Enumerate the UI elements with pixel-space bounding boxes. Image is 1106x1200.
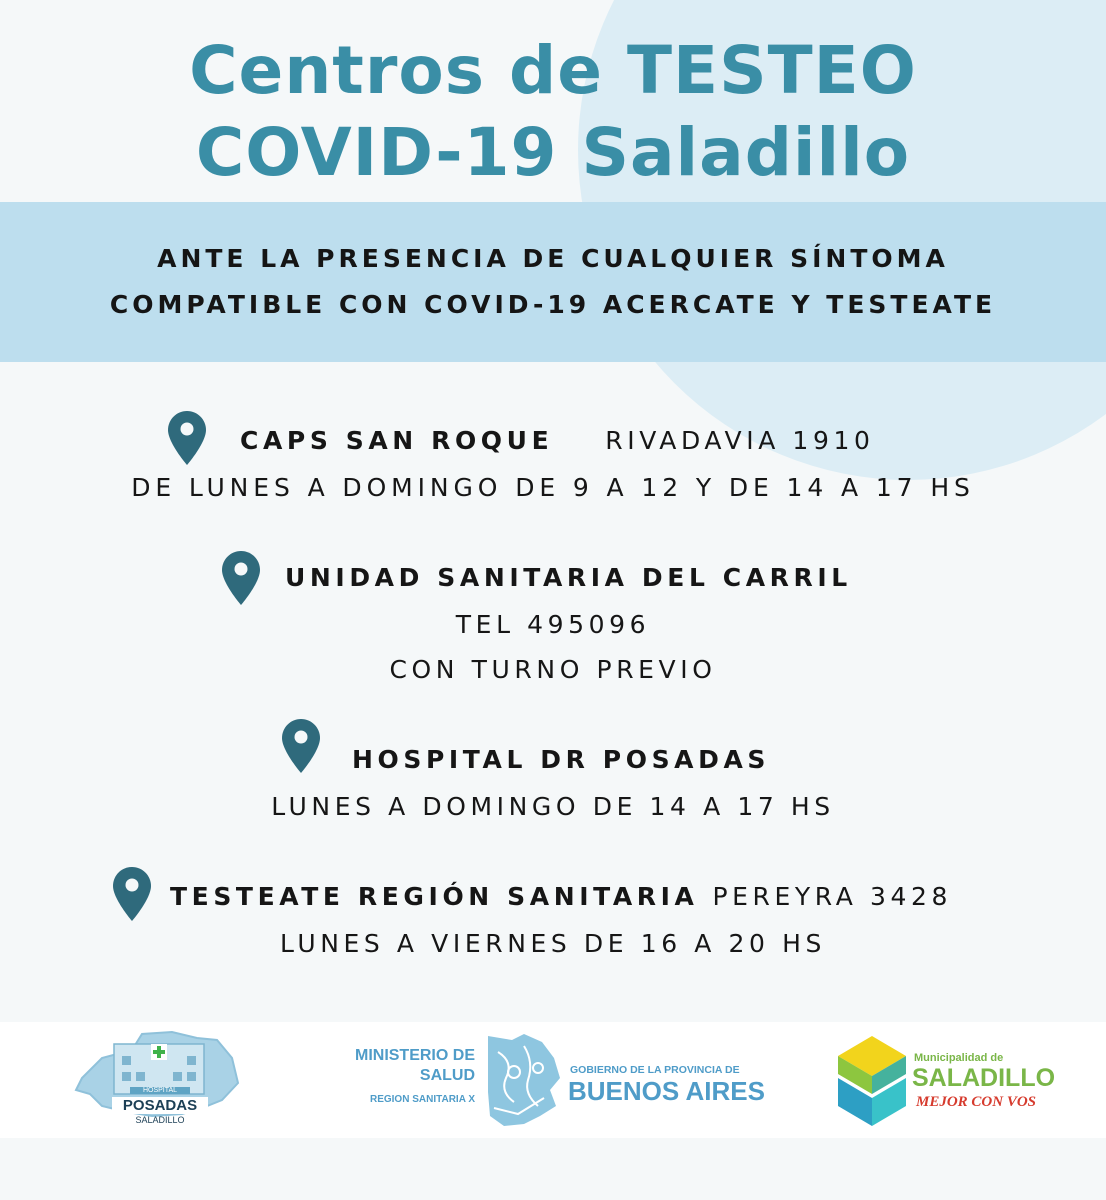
municipalidad-slogan: MEJOR CON VOS [916, 1094, 1037, 1110]
hospital-logo-label-2: POSADAS [112, 1097, 208, 1114]
hospital-posadas-logo [72, 1028, 246, 1128]
page-title [0, 30, 1106, 194]
municipalidad-line-2: SALADILLO [912, 1064, 1056, 1092]
footer-logos [0, 1022, 1106, 1138]
center-2-name: UNIDAD SANITARIA DEL CARRIL [285, 563, 852, 592]
gobierno-line-1: GOBIERNO DE LA PROVINCIA DE [570, 1064, 740, 1076]
ministerio-line-2: SALUD [419, 1067, 475, 1084]
location-pin-icon [112, 866, 152, 922]
center-4-hours: LUNES A VIERNES DE 16 A 20 HS [280, 929, 826, 958]
center-3-name: HOSPITAL DR POSADAS [352, 745, 771, 774]
municipalidad-saladillo-logo [836, 1034, 1056, 1134]
center-1-hours: DE LUNES A DOMINGO DE 9 A 12 Y DE 14 A 17 HS [131, 473, 975, 502]
center-1-address: RIVADAVIA 1910 [605, 426, 875, 455]
saladillo-cubes-icon [836, 1034, 908, 1128]
center-4-header [170, 882, 1070, 911]
title-line-2: COVID-19 Saladillo [195, 114, 911, 191]
center-3-hours: LUNES A DOMINGO DE 14 A 17 HS [271, 792, 835, 821]
center-4-address: PEREYRA 3428 [712, 882, 953, 911]
ministerio-line-3: REGION SANITARIA X [369, 1094, 475, 1105]
location-pin-icon [281, 718, 321, 774]
banner-line-1: ANTE LA PRESENCIA DE CUALQUIER SÍNTOMA [157, 244, 949, 273]
center-4-name: TESTEATE REGIÓN SANITARIA [170, 882, 699, 911]
center-1-header [240, 426, 940, 455]
hospital-logo-label-3: SALADILLO [135, 1115, 185, 1125]
center-2-note: CON TURNO PREVIO [389, 655, 717, 684]
hospital-logo-label-1: HOSPITAL [130, 1087, 190, 1094]
location-pin-icon [167, 410, 207, 466]
municipalidad-line-1: Municipalidad de [914, 1052, 1004, 1064]
ministerio-salud-logo [330, 1030, 780, 1130]
location-pin-icon [221, 550, 261, 606]
banner-line-2: COMPATIBLE CON COVID-19 ACERCATE Y TESTEATE [109, 290, 997, 319]
buenos-aires-province-icon [484, 1032, 564, 1128]
banner-text [0, 236, 1106, 328]
gobierno-line-2: BUENOS AIRES [568, 1076, 765, 1106]
title-line-1: Centros de TESTEO [189, 32, 917, 109]
ministerio-line-1: MINISTERIO DE [354, 1047, 475, 1064]
center-2-phone: TEL 495096 [455, 610, 651, 639]
center-1-name: CAPS SAN ROQUE [240, 426, 554, 455]
